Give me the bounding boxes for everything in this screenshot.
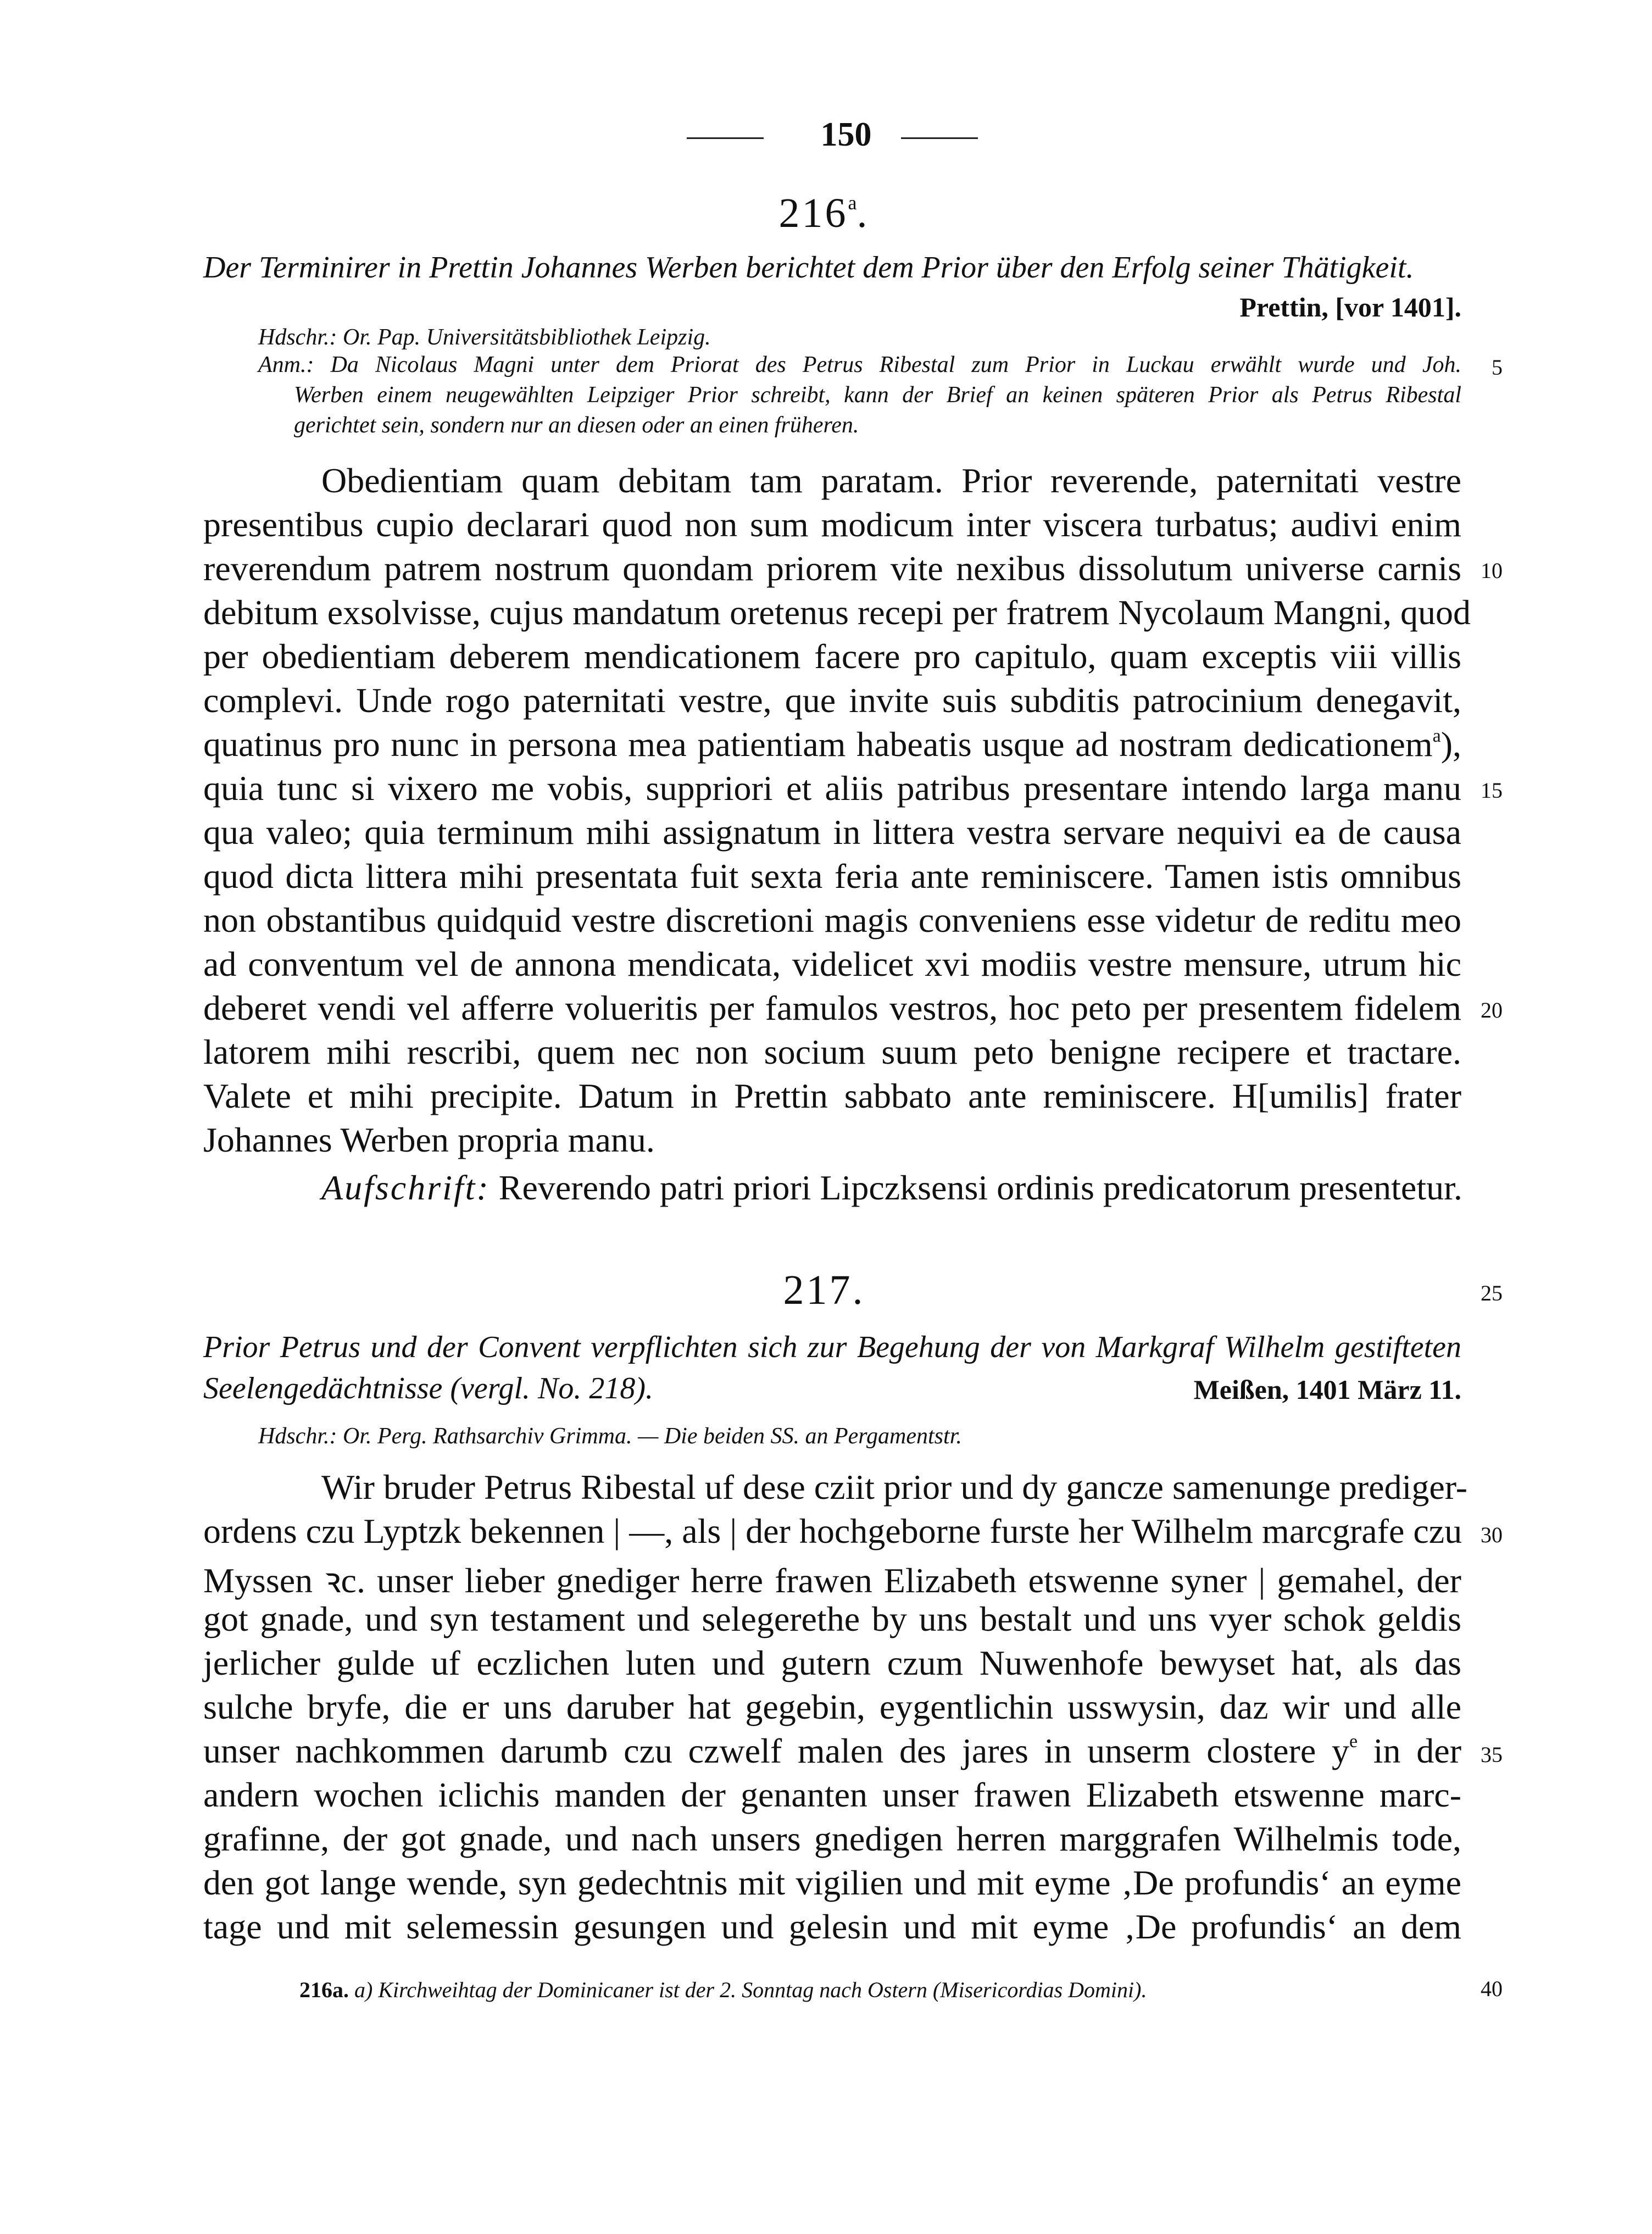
doc-216a-note-line: Werben einem neugewählten Leipziger Prior schreibt, kann der Brief an keinen späteren Prior als Petrus Ribestal — [294, 382, 1461, 408]
doc-number-suffix: a — [848, 192, 857, 214]
text-line: non obstantibus quidquid vestre discretioni magis conveniens esse videtur de reditu meo — [203, 901, 1461, 940]
line-number: 30 — [1481, 1522, 1503, 1547]
text-line: latorem mihi rescribi, quem nec non socium suum peto benigne recipere et tractare. — [203, 1032, 1461, 1071]
aufschrift-text: Reverendo patri priori Lipczksensi ordinis predicatorum presentetur. — [498, 1168, 1462, 1207]
line-number: 25 — [1481, 1281, 1503, 1305]
text-line: Valete et mihi precipite. Datum in Prettin sabbato ante reminiscere. H[umilis] frater — [203, 1076, 1461, 1115]
text-line: deberet vendi vel afferre volueritis per famulos vestros, hoc peto per presentem fidelem — [203, 988, 1461, 1027]
text-line-tail: in der — [1358, 1731, 1462, 1770]
doc-216a-note-line: gerichtet sein, sondern nur an diesen oder an einen früheren. — [294, 413, 859, 438]
text-line-segment: unser nachkommen darumb czu czwelf malen des jares in unserm clostere y — [203, 1731, 1349, 1770]
doc-216a-source: Hdschr.: Or. Pap. Universitätsbibliothek Leipzig. — [258, 325, 711, 350]
text-line — [203, 724, 1461, 765]
text-line: sulche bryfe, die er uns daruber hat gegebin, eygentlichin usswysin, daz wir und alle — [203, 1687, 1461, 1726]
doc-217-regest-line: Seelengedächtnisse (vergl. No. 218). — [203, 1371, 654, 1405]
doc-number: 216 — [778, 190, 848, 236]
line-number: 15 — [1481, 778, 1503, 803]
line-number: 5 — [1492, 355, 1503, 380]
text-line: quod dicta littera mihi presentata fuit sexta feria ante reminiscere. Tamen istis omnibus — [203, 857, 1461, 896]
text-line: Wir bruder Petrus Ribestal uf dese cziit prior und dy gancze samenunge prediger- — [321, 1468, 1468, 1507]
header-rule-left — [687, 137, 764, 139]
doc-216a-number — [742, 190, 906, 237]
text-line: presentibus cupio declarari quod non sum modicum inter viscera turbatus; audivi enim — [203, 505, 1461, 544]
header-rule-right — [901, 137, 978, 139]
doc-217-place-date: Meißen, 1401 März 11. — [1193, 1374, 1461, 1405]
page-number: 150 — [820, 116, 872, 153]
doc-217-number: 217. — [783, 1267, 865, 1313]
text-line-segment: quatinus pro nunc in persona mea patientiam habeatis usque ad nostram dedicationem — [203, 725, 1433, 764]
doc-216a-note-line: Anm.: Da Nicolaus Magni unter dem Priorat des Petrus Ribestal zum Prior in Luckau erwählt wurde und Joh. — [258, 352, 1461, 377]
text-line: qua valeo; quia terminum mihi assignatum in littera vestra servare nequivi ea de causa — [203, 813, 1461, 852]
line-number: 10 — [1481, 558, 1503, 583]
text-line — [203, 1731, 1461, 1771]
text-line: den got lange wende, syn gedechtnis mit vigilien und mit eyme ‚De profundis‘ an eyme — [203, 1863, 1461, 1902]
text-line: got gnade, und syn testament und selegerethe by uns bestalt und uns vyer schok geldis — [203, 1599, 1461, 1638]
doc-217-source: Hdschr.: Or. Perg. Rathsarchiv Grimma. — Die beiden SS. an Pergamentstr. — [258, 1424, 962, 1449]
doc-number-dot: . — [856, 190, 870, 236]
text-line: grafinne, der got gnade, und nach unsers gnedigen herren marggrafen Wilhelmis tode, — [203, 1819, 1461, 1858]
superscript-e: e — [1349, 1731, 1358, 1752]
line-number: 40 — [1481, 1976, 1503, 2001]
text-line: ad conventum vel de annona mendicata, videlicet xvi modiis vestre mensure, utrum hic — [203, 944, 1461, 983]
text-line: Johannes Werben propria manu. — [203, 1120, 655, 1159]
text-line: andern wochen iclichis manden der genanten unser frawen Elizabeth etswenne marc- — [203, 1775, 1461, 1814]
doc-217-regest-line: Prior Petrus und der Convent verpflichten sich zur Begehung der von Markgraf Wilhelm gestifteten — [203, 1330, 1461, 1364]
footnote-text: a) Kirchweihtag der Dominicaner ist der 2. Sonntag nach Ostern (Misericordias Domini). — [354, 1977, 1147, 2002]
aufschrift-label: Aufschrift: — [321, 1168, 490, 1207]
line-number: 35 — [1481, 1742, 1503, 1767]
text-line: jerlicher gulde uf eczlichen luten und gutern czum Nuwenhofe bewyset hat, als das — [203, 1643, 1461, 1682]
doc-216a-place-date: Prettin, [vor 1401]. — [1239, 292, 1461, 323]
text-line: ordens czu Lyptzk bekennen | —, als | der hochgeborne furste her Wilhelm marcgrafe czu — [203, 1511, 1462, 1551]
text-line: quia tunc si vixero me vobis, suppriori et aliis patribus presentare intendo larga manu — [203, 769, 1461, 808]
doc-216a-regest: Der Terminirer in Prettin Johannes Werben berichtet dem Prior über den Erfolg seiner Thätigkeit. — [203, 251, 1414, 285]
text-line: Obedientiam quam debitam tam paratam. Prior reverende, paternitati vestre — [321, 461, 1461, 500]
text-line: reverendum patrem nostrum quondam priorem vite nexibus dissolutum universe carnis — [203, 549, 1461, 588]
line-number: 20 — [1481, 998, 1503, 1022]
text-line: Myssen ꝛc. unser lieber gnediger herre frawen Elizabeth etswenne syner | gemahel, der — [203, 1561, 1461, 1600]
text-line: tage und mit selemessin gesungen und gelesin und mit eyme ‚De profundis‘ an dem — [203, 1907, 1461, 1946]
footnote — [299, 1977, 1147, 2003]
footnote-marker: a — [1432, 726, 1441, 746]
aufschrift-line — [321, 1168, 1461, 1208]
footnote-ref: 216a. — [299, 1977, 349, 2002]
text-line: complevi. Unde rogo paternitati vestre, que invite suis subditis patrocinium denegavit, — [203, 681, 1461, 720]
text-line: debitum exsolvisse, cujus mandatum oretenus recepi per fratrem Nycolaum Mangni, quod — [203, 593, 1471, 632]
text-line: per obedientiam deberem mendicationem facere pro capitulo, quam exceptis viii villis — [203, 637, 1461, 676]
footnote-marker-close: ), — [1440, 725, 1461, 764]
